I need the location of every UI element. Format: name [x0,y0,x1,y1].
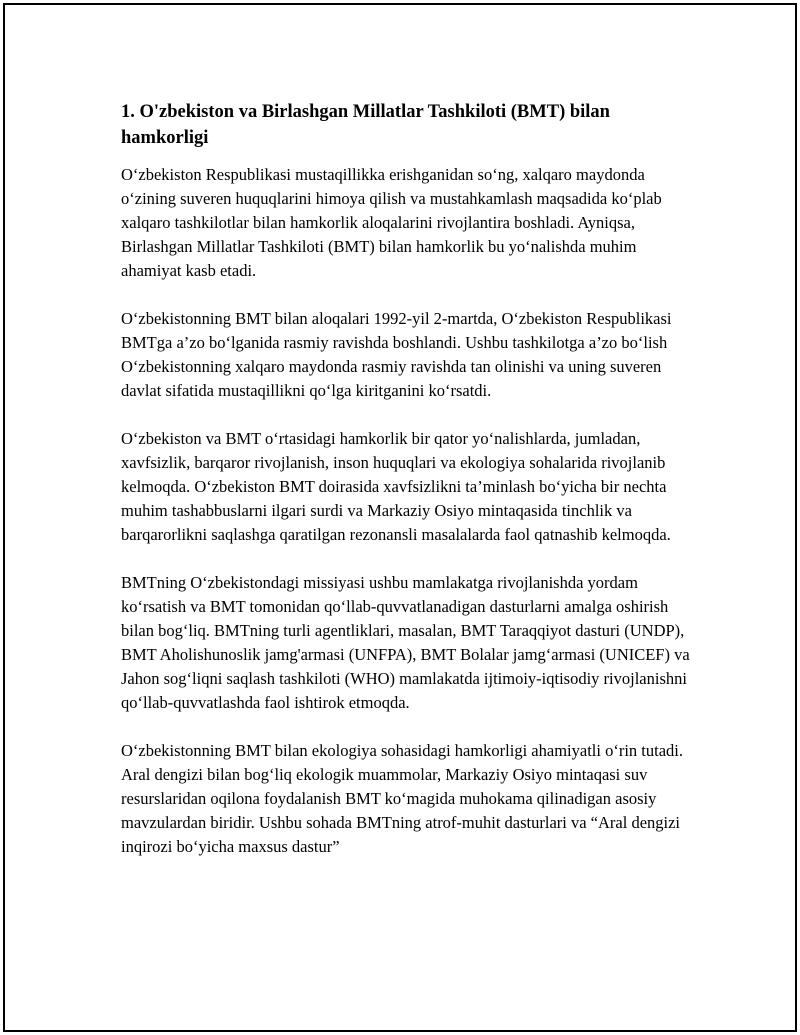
paragraph-2: O‘zbekistonning BMT bilan aloqalari 1992-yil 2-martda, O‘zbekiston Respublikasi BMTga a’zo bo‘lganida rasmiy ravishda boshlandi. Ushbu tashkilotga a’zo bo‘lish O‘zbekistonning xalqaro maydonda rasmiy ravishda tan olinishi va uning suveren davlat sifatida mustaqillikni qo‘lga kiritganini ko‘rsatdi. [121,309,672,400]
page-frame [3,3,797,1032]
paragraph-1: O‘zbekiston Respublikasi mustaqillikka erishganidan so‘ng, xalqaro maydonda o‘zining suveren huquqlarini himoya qilish va mustahkamlash maqsadida ko‘plab xalqaro tashkilotlar bilan hamkorlik aloqalarini rivojlantira boshladi. Ayniqsa, Birlashgan Millatlar Tashkiloti (BMT) bilan hamkorlik bu yo‘nalishda muhim ahamiyat kasb etadi. [121,165,662,280]
paragraph-3: O‘zbekiston va BMT o‘rtasidagi hamkorlik bir qator yo‘nalishlarda, jumladan, xavfsizlik, barqaror rivojlanish, inson huquqlari va ekologiya sohalarida rivojlanib kelmoqda. O‘zbekiston BMT doirasida xavfsizlikni ta’minlash bo‘yicha bir nechta muhim tashabbuslarni ilgari surdi va Markaziy Osiyo mintaqasida tinchlik va barqarorlikni saqlashga qaratilgan rezonansli masalalarda faol qatnashib kelmoqda. [121,429,671,544]
document-title: 1. O'zbekiston va Birlashgan Millatlar Tashkiloti (BMT) bilan hamkorligi [121,102,610,148]
paragraph-5: O‘zbekistonning BMT bilan ekologiya sohasidagi hamkorligi ahamiyatli o‘rin tutadi. Aral dengizi bilan bog‘liq ekologik muammolar, Markaziy Osiyo mintaqasi suv resurslaridan oqilona foydalanish BMT ko‘magida muhokama qilinadigan asosiy mavzulardan biridir. Ushbu sohada BMTning atrof-muhit dasturlari va “Aral dengizi inqirozi bo‘yicha maxsus dastur” [121,741,683,856]
paragraph-4: BMTning O‘zbekistondagi missiyasi ushbu mamlakatga rivojlanishda yordam ko‘rsatish va BMT tomonidan qo‘llab-quvvatlanadigan dasturlarni amalga oshirish bilan bog‘liq. BMTning turli agentliklari, masalan, BMT Taraqqiyot dasturi (UNDP), BMT Aholishunoslik jamg'armasi (UNFPA), BMT Bolalar jamg‘armasi (UNICEF) va Jahon sog‘liqni saqlash tashkiloti (WHO) mamlakatda ijtimoiy-iqtisodiy rivojlanishni qo‘llab-quvvatlashda faol ishtirok etmoqda. [121,573,690,712]
document-body [121,99,693,883]
